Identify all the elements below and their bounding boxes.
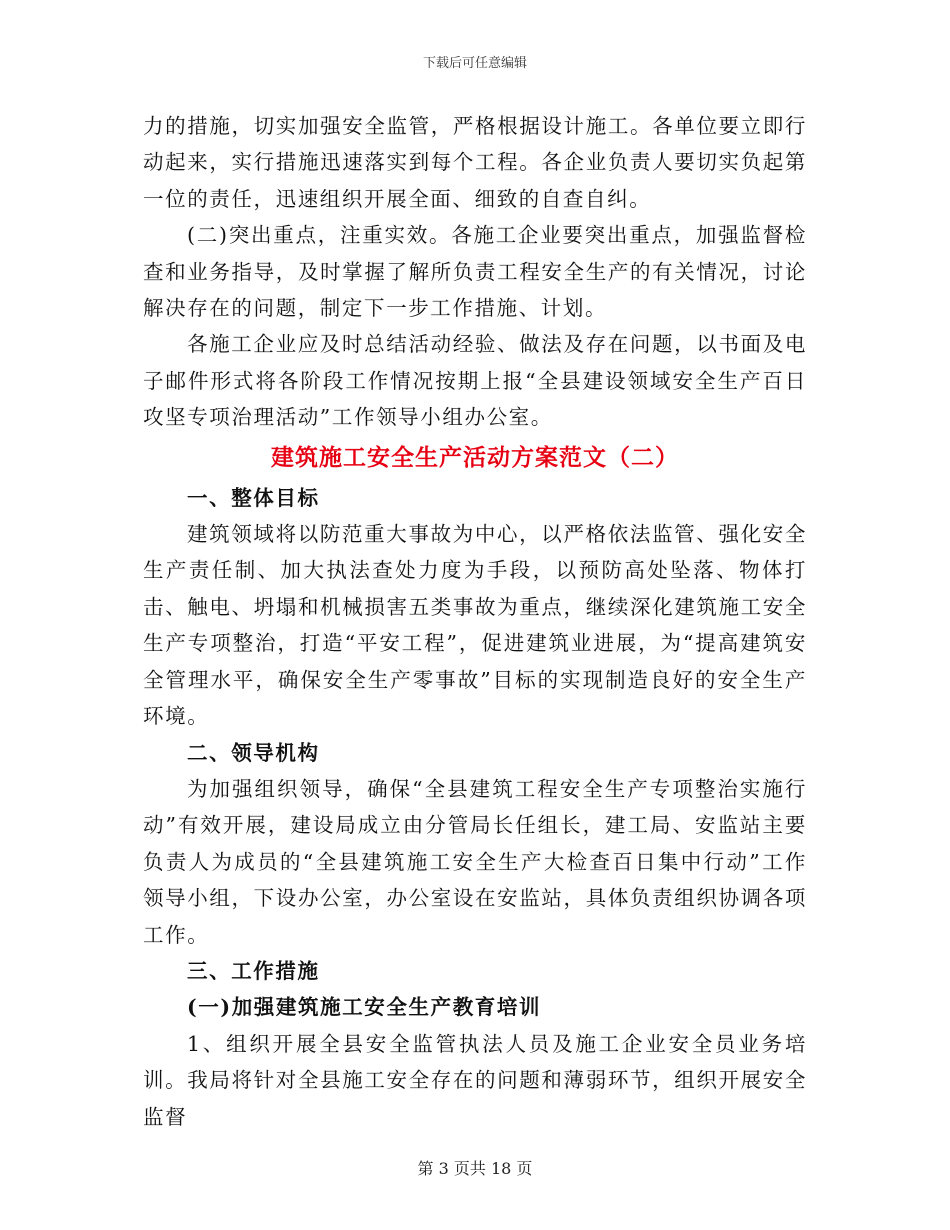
paragraph-5: 为加强组织领导，确保“全县建筑工程安全生产专项整治实施行动”有效开展，建设局成立由分管局长任组长，建工局、安监站主要负责人为成员的“全县建筑施工安全生产大检查百日集中行动”工作领导小组，下设办公室，办公室设在安监站，具体负责组织协调各项工作。 — [143, 776, 807, 947]
document-body — [143, 108, 807, 1135]
heading-goal: 一、整体目标 — [187, 485, 320, 510]
paragraph-1: 力的措施，切实加强安全监管，严格根据设计施工。各单位要立即行动起来，实行措施迅速落实到每个工程。各企业负责人要切实负起第一位的责任，迅速组织开展全面、细致的自查自纠。 — [143, 114, 807, 211]
paragraph-2: (二)突出重点，注重实效。各施工企业要突出重点，加强监督检查和业务指导，及时掌握了解所负责工程安全生产的有关情况，讨论解决存在的问题，制定下一步工作措施、计划。 — [143, 223, 807, 321]
heading-training: (一)加强建筑施工安全生产教育培训 — [187, 995, 542, 1020]
page-footer: 第 3 页共 18 页 — [417, 1159, 533, 1178]
paragraph-3: 各施工企业应及时总结活动经验、做法及存在问题，以书面及电子邮件形式将各阶段工作情况按期上报“全县建设领域安全生产百日攻坚专项治理活动”工作领导小组办公室。 — [143, 332, 807, 430]
page-header: 下载后可任意编辑 — [422, 56, 527, 71]
paragraph-4: 建筑领域将以防范重大事故为中心，以严格依法监管、强化安全生产责任制、加大执法查处力度为手段，以预防高处坠落、物体打击、触电、坍塌和机械损害五类事故为重点，继续深化建筑施工安全生产专项整治，打造“平安工程”，促进建筑业进展，为“提高建筑安全管理水平，确保安全生产零事故”目标的实现制造良好的安全生产环境。 — [143, 522, 807, 729]
heading-measures: 三、工作措施 — [187, 958, 320, 983]
paragraph-6: 1、组织开展全县安全监管执法人员及施工企业安全员业务培训。我局将针对全县施工安全存在的问题和薄弱环节，组织开展安全监督 — [143, 1031, 807, 1129]
heading-leadership: 二、领导机构 — [187, 740, 320, 765]
section-title: 建筑施工安全生产活动方案范文（二） — [271, 443, 679, 471]
